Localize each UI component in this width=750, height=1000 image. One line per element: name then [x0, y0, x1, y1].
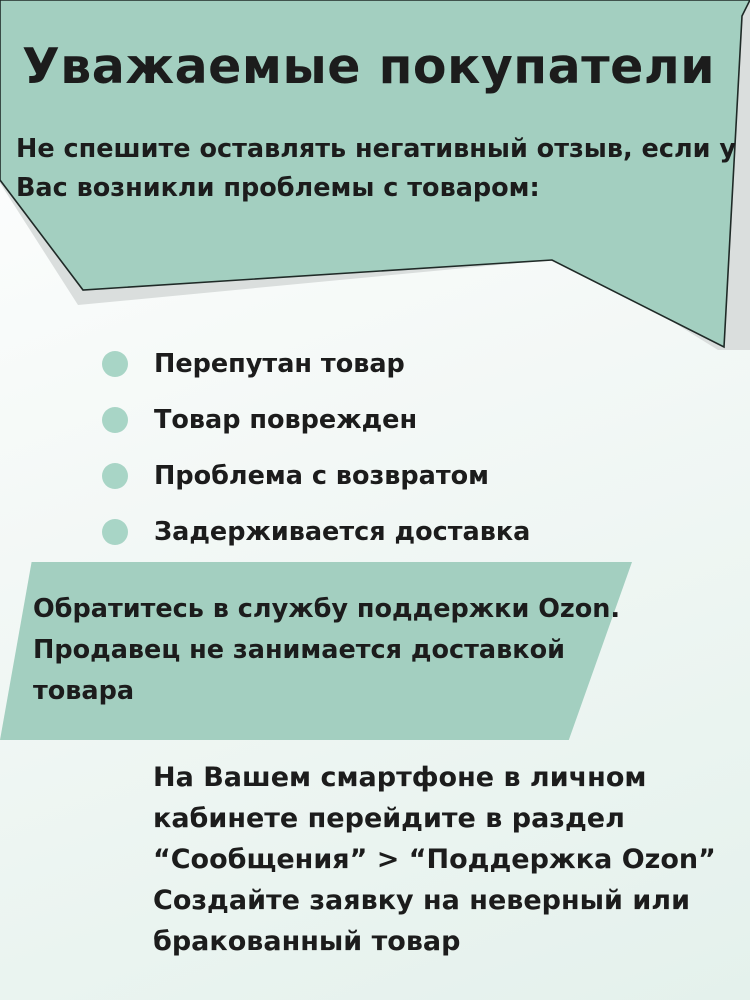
support-message: Обратитесь в службу поддержки Ozon. Продавец не занимается доставкой товара: [33, 594, 621, 706]
bullet-circle-icon: [102, 351, 128, 377]
page-subtitle: Не спешите оставлять негативный отзыв, если у Вас возникли проблемы с товаром:: [16, 134, 737, 203]
list-item: [102, 448, 530, 504]
list-item: [102, 336, 530, 392]
bullet-circle-icon: [102, 463, 128, 489]
issues-list: [102, 336, 530, 560]
issue-label: Товар поврежден: [154, 405, 418, 435]
bullet-circle-icon: [102, 519, 128, 545]
page-title: Уважаемые покупатели: [22, 38, 716, 95]
instructions-text: На Вашем смартфоне в личном кабинете перейдите в раздел “Сообщения” > “Поддержка Ozon” Создайте заявку на неверный или бракованный товар: [153, 762, 716, 957]
list-item: [102, 504, 530, 560]
issue-label: Проблема с возвратом: [154, 461, 490, 491]
list-item: [102, 392, 530, 448]
issue-label: Задерживается доставка: [154, 517, 531, 547]
issue-label: Перепутан товар: [154, 349, 405, 379]
bullet-circle-icon: [102, 407, 128, 433]
